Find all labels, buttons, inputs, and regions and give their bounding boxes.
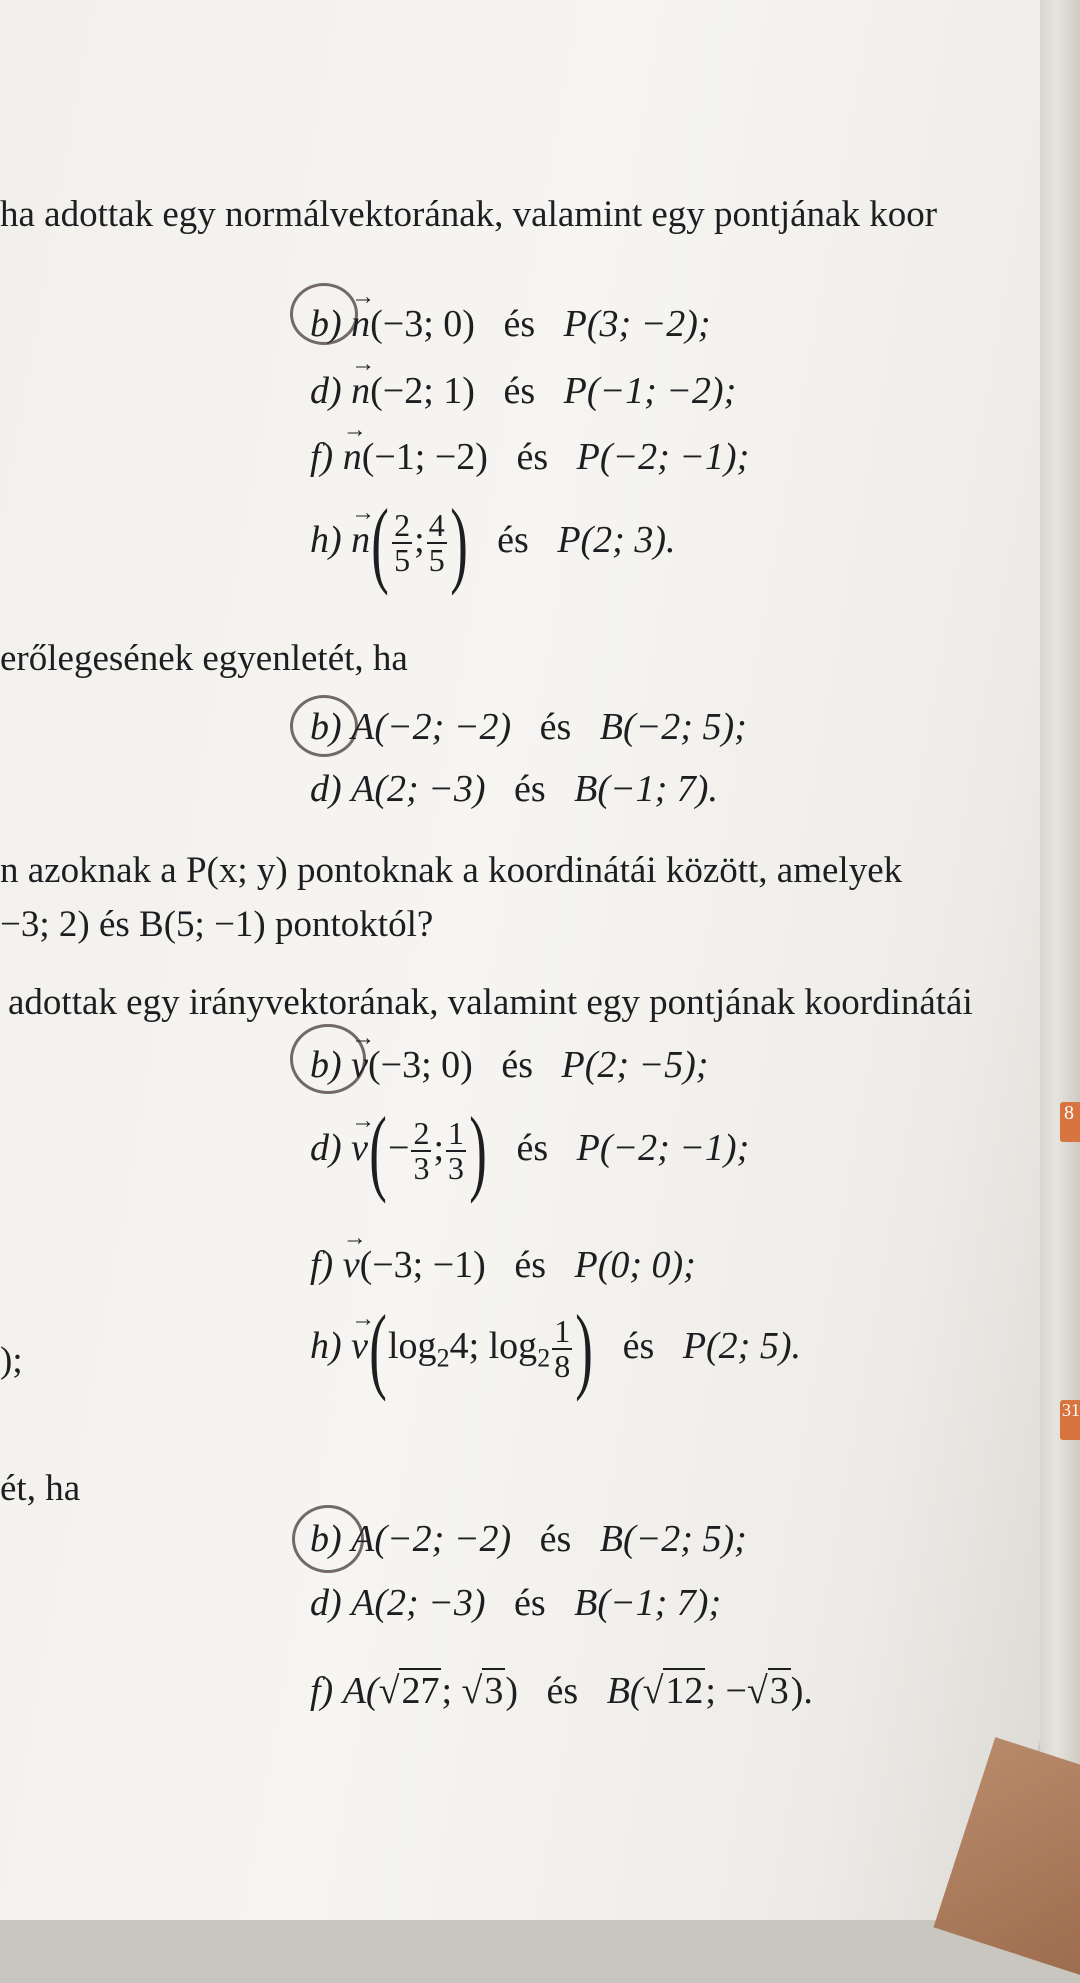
exercise-item-h-normal: h) → n( $\frac{2}{5}$ ; $\frac{4}{5}$ ) és P(2; 3). — [310, 500, 676, 586]
word-es: és — [513, 768, 546, 810]
exercise-item-b-segment — [310, 708, 747, 746]
fraction: $\frac{4}{5}$ — [428, 506, 445, 579]
point-a: A(−2; −2) — [351, 706, 512, 748]
vector-v: → v — [351, 1327, 368, 1365]
page-edge — [1040, 0, 1080, 1780]
vector-n: → n — [351, 521, 370, 559]
word-es: és — [539, 706, 572, 748]
vector-coords: (−3; −1) — [359, 1244, 486, 1286]
exercise-item-b-normal — [310, 305, 711, 343]
point: P(2; 3). — [557, 518, 676, 561]
sqrt: √3 — [746, 1670, 789, 1712]
item-label: d) — [310, 1126, 342, 1169]
point-b: B(−1; 7); — [574, 1582, 722, 1624]
fraction: $\frac{1}{8}$ — [554, 1312, 571, 1385]
point-b: B(−1; 7). — [574, 768, 718, 810]
word-es: és — [503, 303, 536, 345]
exercise-item-d-segment — [310, 770, 718, 808]
vector-v: → v — [343, 1246, 360, 1284]
point-a: A(2; −3) — [351, 1582, 486, 1624]
section1-intro: ha adottak egy normálvektorának, valamint egy pontjának koor — [0, 194, 938, 235]
item-label: f) — [310, 436, 334, 478]
vector-coords: (−1; −2) — [361, 436, 488, 478]
exercise-item-d-normal — [310, 372, 736, 410]
point: P(2; −5); — [561, 1044, 709, 1086]
point: P(3; −2); — [563, 303, 711, 345]
point: P(−2; −1); — [576, 1126, 750, 1169]
point: P(−1; −2); — [563, 370, 737, 412]
section5-prefix: ); — [0, 1340, 23, 1381]
vector-n: → n — [351, 372, 370, 410]
item-label: d) — [310, 768, 342, 810]
word-es: és — [539, 1518, 572, 1560]
point-a: A(−2; −2) — [351, 1518, 512, 1560]
word-es: és — [546, 1670, 579, 1712]
vector-n: → n — [343, 438, 362, 476]
item-label: b) — [310, 1044, 342, 1086]
item-label: f) — [310, 1670, 334, 1712]
section2-intro: erőlegesének egyenletét, ha — [0, 638, 408, 679]
word-es: és — [516, 436, 549, 478]
item-label: b) — [310, 706, 342, 748]
side-tab-8: 8 — [1060, 1102, 1080, 1142]
item-label: f) — [310, 1244, 334, 1286]
point: P(0; 0); — [574, 1244, 696, 1286]
exercise-item-b-direction — [310, 1046, 708, 1084]
point: P(−2; −1); — [576, 436, 750, 478]
point: P(2; 5). — [682, 1324, 801, 1367]
word-es: és — [622, 1324, 655, 1367]
word-es: és — [501, 1044, 533, 1086]
vector-v: → v — [351, 1129, 368, 1167]
fraction: $\frac{1}{3}$ — [448, 1114, 464, 1187]
item-label: b) — [310, 303, 342, 345]
point-a: A(2; −3) — [351, 768, 486, 810]
side-tab-31: 31 — [1060, 1400, 1080, 1440]
word-es: és — [516, 1126, 549, 1169]
section5-intro: ét, ha — [0, 1468, 81, 1509]
word-es: és — [514, 1244, 546, 1286]
point-b: B(−2; 5); — [599, 706, 747, 748]
point-b: B(−2; 5); — [599, 1518, 747, 1560]
section4-intro: adottak egy irányvektorának, valamint egy pontjának koordinátái — [8, 982, 973, 1023]
exercise-item-f-normal — [310, 438, 749, 476]
vector-n: → n — [351, 305, 370, 343]
vector-coords: (−3; 0) — [370, 303, 475, 345]
item-label: d) — [310, 1582, 342, 1624]
vector-coords: (−2; 1) — [370, 370, 475, 412]
exercise-item-f-direction — [310, 1246, 696, 1284]
exercise-item-b-segment2 — [310, 1520, 747, 1558]
item-label: h) — [310, 518, 342, 561]
section3-line2: −3; 2) és B(5; −1) pontoktól? — [0, 904, 434, 945]
word-es: és — [497, 518, 529, 561]
section3-line1: n azoknak a P(x; y) pontoknak a koordinátái között, amelyek — [0, 850, 903, 891]
fraction: $\frac{2}{3}$ — [413, 1114, 430, 1187]
item-label: b) — [310, 1518, 342, 1560]
sqrt: √27 — [378, 1670, 440, 1712]
word-es: és — [513, 1582, 546, 1624]
exercise-item-h-direction: $h) \to v(\log_24$; $\log_2$ $\frac{1}{8}$ ) és P(2; 5). — [310, 1306, 801, 1392]
exercise-item-d-segment2 — [310, 1584, 721, 1622]
exercise-item-f-segment2: f) A(√27; √3) és B(√12; −√3). — [310, 1670, 813, 1712]
sqrt: √3 — [461, 1670, 504, 1712]
exercise-item-d-direction: d) → v(− $\frac{2}{3}$ ; $\frac{1}{3}$ ) és P(−2; −1); — [310, 1108, 749, 1194]
word-es: és — [503, 370, 536, 412]
vector-v: → v — [351, 1046, 368, 1084]
fraction: $\frac{2}{5}$ — [394, 506, 411, 579]
item-label: h) — [310, 1324, 342, 1367]
item-label: d) — [310, 370, 342, 412]
vector-coords: (−3; 0) — [368, 1044, 473, 1086]
sqrt: √12 — [642, 1670, 704, 1712]
